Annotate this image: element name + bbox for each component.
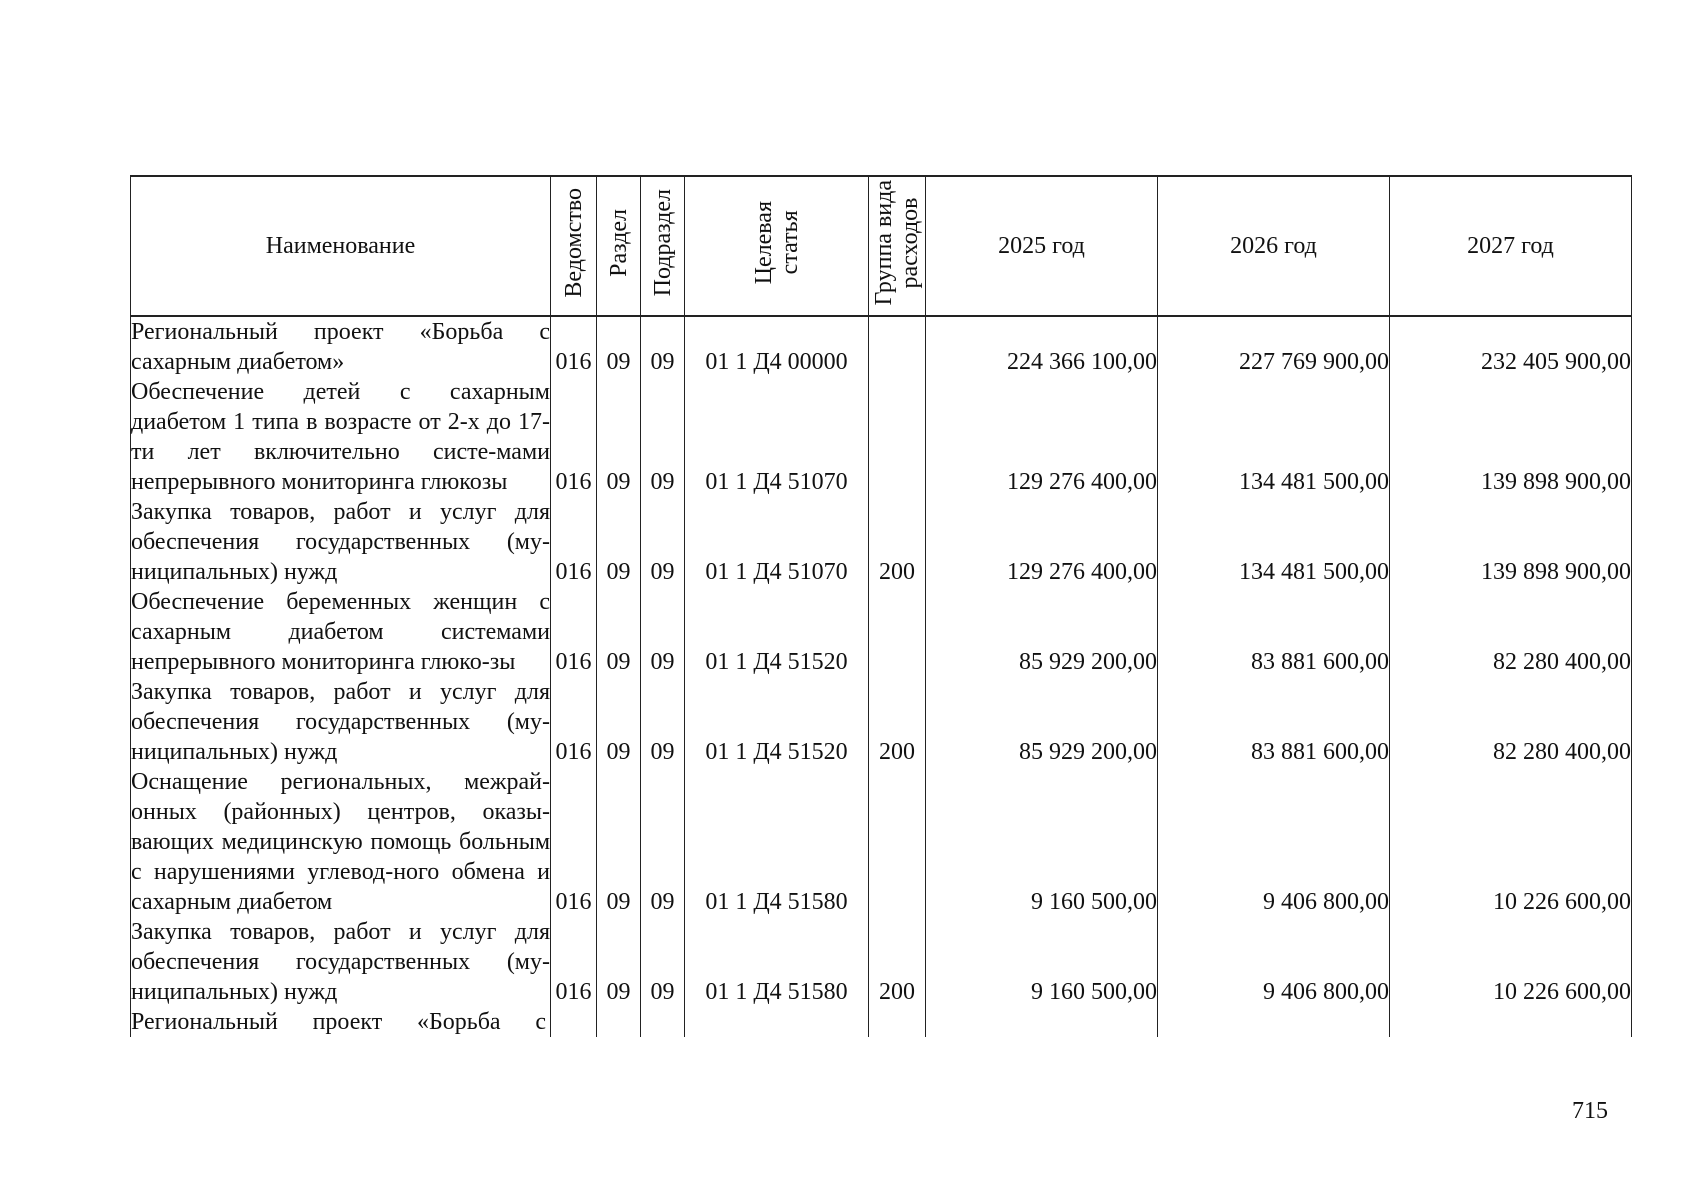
cell-name: Закупка товаров, работ и услуг для обеспечения государственных (му-ниципальных) нужд xyxy=(131,679,550,765)
header-razdel: Раздел xyxy=(597,176,641,316)
cell-vedomstvo: 016 xyxy=(551,677,597,767)
cell-podrazdel: 09 xyxy=(641,497,685,587)
cell-razdel: 09 xyxy=(597,767,641,917)
cell-razdel: 09 xyxy=(597,316,641,377)
cell-celevaya-statya: 01 1 Д4 51580 xyxy=(685,767,869,917)
cell-empty xyxy=(926,1007,1158,1037)
cell-year-2026: 9 406 800,00 xyxy=(1158,767,1390,917)
cell-razdel: 09 xyxy=(597,497,641,587)
cell-year-2026: 9 406 800,00 xyxy=(1158,917,1390,1007)
cell-celevaya-statya: 01 1 Д4 00000 xyxy=(685,316,869,377)
cell-gruppa-vida-rashodov: 200 xyxy=(869,677,926,767)
cell-razdel: 09 xyxy=(597,917,641,1007)
cell-gruppa-vida-rashodov: 200 xyxy=(869,497,926,587)
table-row xyxy=(131,677,1632,767)
cell-vedomstvo: 016 xyxy=(551,587,597,677)
cell-vedomstvo: 016 xyxy=(551,767,597,917)
cell-year-2026: 134 481 500,00 xyxy=(1158,377,1390,497)
cell-gruppa-vida-rashodov xyxy=(869,316,926,377)
header-gruppa-vida-rashodov: Группа вида расходов xyxy=(869,176,926,316)
cell-year-2025: 224 366 100,00 xyxy=(926,316,1158,377)
cell-name: Региональный проект «Борьба с сахарным диабетом» xyxy=(131,316,551,377)
header-year-2027: 2027 год xyxy=(1390,176,1632,316)
cell-podrazdel: 09 xyxy=(641,917,685,1007)
cell-name: Оснащение региональных, межрай-онных (районных) центров, оказы-вающих медицинскую помощь больным с нарушениями углевод-ного обмена и сахарным диабетом xyxy=(131,769,550,915)
table-row xyxy=(131,316,1632,377)
cell-name: Обеспечение детей с сахарным диабетом 1 типа в возрасте от 2-х до 17-ти лет включительно систе-мами непрерывного мониторинга глюкозы xyxy=(131,379,550,495)
cell-year-2025: 85 929 200,00 xyxy=(926,677,1158,767)
cell-year-2025: 129 276 400,00 xyxy=(926,497,1158,587)
cell-name: Закупка товаров, работ и услуг для обеспечения государственных (му-ниципальных) нужд xyxy=(131,499,550,585)
cell-razdel: 09 xyxy=(597,677,641,767)
cell-year-2026: 134 481 500,00 xyxy=(1158,497,1390,587)
cell-vedomstvo: 016 xyxy=(551,497,597,587)
cell-year-2027: 139 898 900,00 xyxy=(1390,377,1632,497)
cell-celevaya-statya: 01 1 Д4 51070 xyxy=(685,497,869,587)
cell-gruppa-vida-rashodov xyxy=(869,587,926,677)
cell-empty xyxy=(597,1007,641,1037)
cell-gruppa-vida-rashodov xyxy=(869,767,926,917)
cell-year-2026: 227 769 900,00 xyxy=(1158,316,1390,377)
cell-year-2027: 82 280 400,00 xyxy=(1390,587,1632,677)
cell-razdel: 09 xyxy=(597,377,641,497)
cell-podrazdel: 09 xyxy=(641,767,685,917)
cell-celevaya-statya: 01 1 Д4 51070 xyxy=(685,377,869,497)
cell-empty xyxy=(1158,1007,1390,1037)
cell-year-2027: 232 405 900,00 xyxy=(1390,316,1632,377)
cell-celevaya-statya: 01 1 Д4 51580 xyxy=(685,917,869,1007)
table-row-cut xyxy=(131,1007,1632,1037)
cell-year-2026: 83 881 600,00 xyxy=(1158,677,1390,767)
cell-name: Закупка товаров, работ и услуг для обеспечения государственных (му-ниципальных) нужд xyxy=(131,919,550,1005)
cell-year-2027: 82 280 400,00 xyxy=(1390,677,1632,767)
cell-year-2027: 139 898 900,00 xyxy=(1390,497,1632,587)
header-year-2026: 2026 год xyxy=(1158,176,1390,316)
cell-gruppa-vida-rashodov: 200 xyxy=(869,917,926,1007)
header-podrazdel: Подраздел xyxy=(641,176,685,316)
table-row xyxy=(131,497,1632,587)
table-row xyxy=(131,377,1632,497)
cell-empty xyxy=(1390,1007,1632,1037)
table-row xyxy=(131,767,1632,917)
cell-empty xyxy=(685,1007,869,1037)
budget-table xyxy=(130,175,1632,1037)
cell-empty xyxy=(641,1007,685,1037)
cell-year-2025: 129 276 400,00 xyxy=(926,377,1158,497)
cell-podrazdel: 09 xyxy=(641,316,685,377)
cell-empty xyxy=(551,1007,597,1037)
cell-celevaya-statya: 01 1 Д4 51520 xyxy=(685,587,869,677)
cell-vedomstvo: 016 xyxy=(551,917,597,1007)
header-celevaya-statya: Целевая статья xyxy=(685,176,869,316)
table-row xyxy=(131,587,1632,677)
cell-vedomstvo: 016 xyxy=(551,316,597,377)
cell-podrazdel: 09 xyxy=(641,377,685,497)
cell-name: Обеспечение беременных женщин с сахарным диабетом системами непрерывного мониторинга глюко-зы xyxy=(131,589,550,675)
cell-gruppa-vida-rashodov xyxy=(869,377,926,497)
cell-year-2026: 83 881 600,00 xyxy=(1158,587,1390,677)
cell-empty xyxy=(869,1007,926,1037)
cell-year-2025: 9 160 500,00 xyxy=(926,917,1158,1007)
cell-name: Региональный проект «Борьба с xyxy=(131,1007,551,1037)
header-name: Наименование xyxy=(131,176,551,316)
cell-year-2025: 9 160 500,00 xyxy=(926,767,1158,917)
header-year-2025: 2025 год xyxy=(926,176,1158,316)
cell-podrazdel: 09 xyxy=(641,677,685,767)
cell-podrazdel: 09 xyxy=(641,587,685,677)
header-vedomstvo: Ведомство xyxy=(551,176,597,316)
cell-year-2027: 10 226 600,00 xyxy=(1390,917,1632,1007)
table-header-row xyxy=(131,176,1632,316)
table-row xyxy=(131,917,1632,1007)
cell-vedomstvo: 016 xyxy=(551,377,597,497)
cell-year-2025: 85 929 200,00 xyxy=(926,587,1158,677)
page-number: 715 xyxy=(1572,1098,1608,1124)
cell-celevaya-statya: 01 1 Д4 51520 xyxy=(685,677,869,767)
cell-year-2027: 10 226 600,00 xyxy=(1390,767,1632,917)
cell-razdel: 09 xyxy=(597,587,641,677)
